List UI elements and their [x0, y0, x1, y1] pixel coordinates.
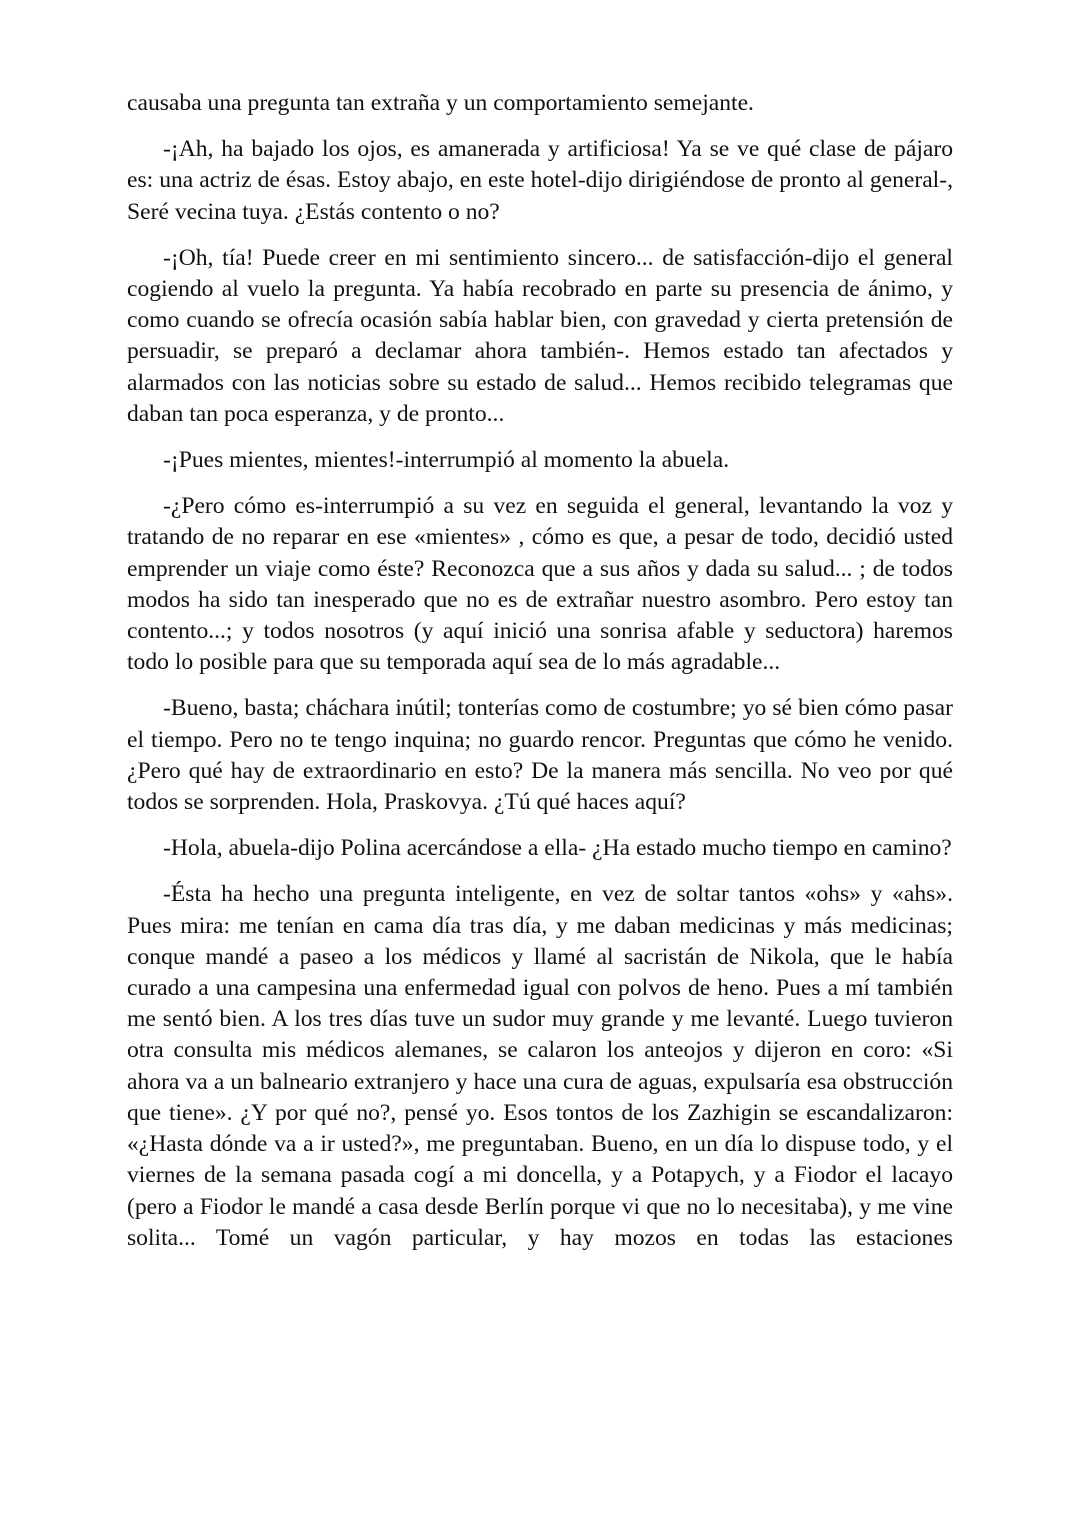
- paragraph: -¡Ah, ha bajado los ojos, es amanerada y artificiosa! Ya se ve qué clase de pájaro es: una actriz de ésas. Estoy abajo, en este hotel-dijo dirigiéndose de pronto al general-, Seré vecina tuya. ¿Estás contento o no?: [127, 136, 953, 225]
- paragraph: causaba una pregunta tan extraña y un comportamiento semejante.: [127, 90, 754, 116]
- document-page: [127, 88, 953, 1269]
- paragraph: -¿Pero cómo es-interrumpió a su vez en seguida el general, levantando la voz y tratando de no reparar en ese «mientes» , cómo es que, a pesar de todo, decidió usted emprender un viaje como éste? Reconozca que a sus años y dada su salud... ; de todos modos ha sido tan inesperado que no es de extrañar nuestro asombro. Pero estoy tan contento...; y todos nosotros (y aquí inició una sonrisa afable y seductora) haremos todo lo posible para que su temporada aquí sea de lo más agradable...: [127, 493, 953, 676]
- paragraph: -¡Pues mientes, mientes!-interrumpió al momento la abuela.: [163, 447, 730, 474]
- paragraph: -¡Oh, tía! Puede creer en mi sentimiento sincero... de satisfacción-dijo el general cogiendo al vuelo la pregunta. Ya había recobrado en parte su presencia de ánimo, y como cuando se ofrecía ocasión sabía hablar bien, con gravedad y cierta pretensión de persuadir, se preparó a declamar ahora también-. Hemos estado tan afectados y alarmados con las noticias sobre su estado de salud... Hemos recibido telegramas que daban tan poca esperanza, y de pronto...: [127, 244, 953, 427]
- paragraph: -Hola, abuela-dijo Polina acercándose a ella- ¿Ha estado mucho tiempo en camino?: [163, 835, 952, 862]
- paragraph: -Bueno, basta; cháchara inútil; tonterías como de costumbre; yo sé bien cómo pasar el tiempo. Pero no te tengo inquina; no guardo rencor. Preguntas que cómo he venido. ¿Pero qué hay de extraordinario en esto? De la manera más sencilla. No veo por qué todos se sorprenden. Hola, Praskovya. ¿Tú qué haces aquí?: [127, 695, 953, 816]
- paragraph: -Ésta ha hecho una pregunta inteligente, en vez de soltar tantos «ohs» y «ahs». Pues mira: me tenían en cama día tras día, y me daban medicinas y más medicinas; conque mandé a paseo a los médicos y llamé al sacristán de Nikola, que le había curado a una campesina una enfermedad igual con polvos de heno. Pues a mí también me sentó bien. A los tres días tuve un sudor muy grande y me levanté. Luego tuvieron otra consulta mis médicos alemanes, se calaron los anteojos y dijeron en coro: «Si ahora va a un balneario extranjero y hace una cura de aguas, expulsaría esa obstrucción que tiene». ¿Y por qué no?, pensé yo. Esos tontos de los Zazhigin se escandalizaron: «¿Hasta dónde va a ir usted?», me preguntaban. Bueno, en un día lo dispuse todo, y el viernes de la semana pasada cogí a mi doncella, y a Potapych, y a Fiodor el lacayo (pero a Fiodor le mandé a casa desde Berlín porque vi que no lo necesitaba), y me vine solita... Tomé un vagón particular, y hay mozos en todas las estaciones: [127, 881, 953, 1251]
